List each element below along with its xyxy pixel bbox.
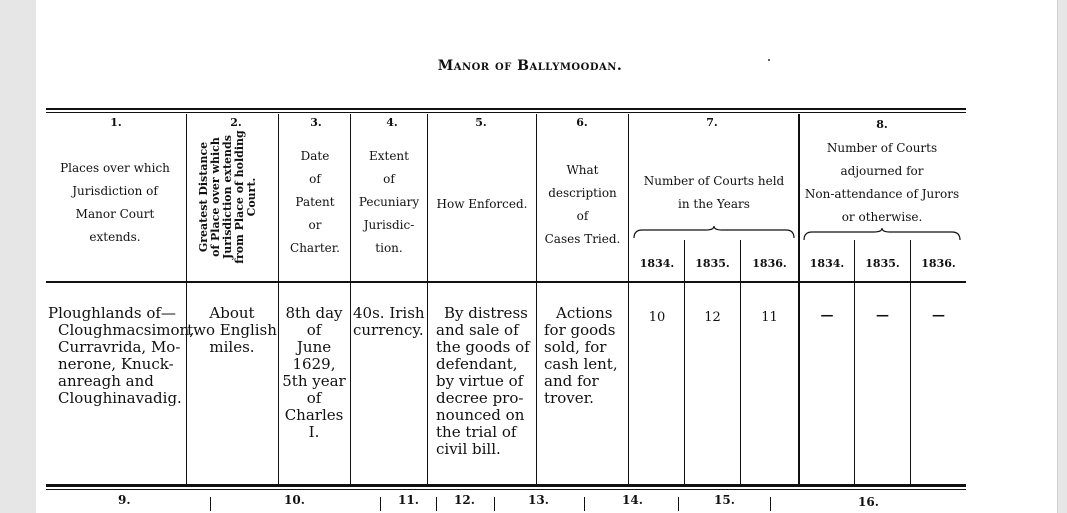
date-line: of bbox=[306, 321, 322, 339]
header-bottom-rule bbox=[46, 281, 966, 283]
footer-tick bbox=[436, 497, 437, 511]
enforced-line: defendant, bbox=[436, 355, 518, 373]
extent-line: 40s. Irish bbox=[353, 304, 425, 322]
places-line: Cloughinavadig. bbox=[58, 389, 182, 407]
enforced-line: nounced on bbox=[436, 406, 525, 424]
col-num-2: 2. bbox=[230, 116, 242, 129]
footer-num-9: 9. bbox=[118, 493, 131, 507]
enforced-line: civil bill. bbox=[436, 440, 501, 458]
footer-num-14: 14. bbox=[622, 493, 643, 507]
col3-line: Patent bbox=[295, 195, 335, 209]
enforced-line: decree pro- bbox=[436, 389, 524, 407]
courts-adjourned-1836: — bbox=[932, 308, 945, 323]
table-top-rule-thin bbox=[46, 112, 966, 113]
year-col7-1835: 1835. bbox=[695, 257, 730, 270]
col3-header bbox=[280, 145, 350, 260]
col4-line: Pecuniary bbox=[358, 195, 420, 209]
col1-line: extends. bbox=[89, 230, 141, 244]
cases-line: trover. bbox=[544, 389, 594, 407]
year-divider-2 bbox=[740, 240, 741, 484]
year-divider-3 bbox=[854, 240, 855, 484]
cell-places bbox=[48, 304, 194, 407]
courts-held-1835: 12 bbox=[704, 310, 721, 325]
col1-header bbox=[46, 157, 184, 249]
col8-header bbox=[800, 137, 964, 229]
col3-line: or bbox=[308, 218, 322, 232]
courts-adjourned-1834: — bbox=[820, 308, 834, 323]
col-divider-4 bbox=[427, 114, 428, 484]
footer-tick bbox=[494, 497, 495, 511]
year-divider-1 bbox=[684, 240, 685, 484]
footer-num-15: 15. bbox=[714, 493, 735, 507]
footer-tick bbox=[678, 497, 679, 511]
footer-tick bbox=[210, 497, 211, 511]
brace-col8 bbox=[802, 228, 964, 242]
distance-line: About bbox=[209, 304, 255, 322]
col4-line: Jurisdic- bbox=[363, 218, 415, 232]
col-num-8: 8. bbox=[876, 118, 888, 131]
document-page bbox=[36, 0, 1058, 513]
page-title: Manor of Ballymoodan. bbox=[437, 58, 623, 74]
col2-line: of Place over which bbox=[209, 137, 222, 257]
col4-line: tion. bbox=[375, 241, 403, 255]
cell-date bbox=[278, 305, 350, 441]
cases-line: sold, for bbox=[544, 338, 607, 356]
distance-line: two English bbox=[187, 321, 277, 339]
date-line: June bbox=[296, 338, 332, 356]
col3-line: Charter. bbox=[290, 241, 340, 255]
scan-speck bbox=[768, 59, 770, 61]
places-line: nerone, Knuck- bbox=[58, 355, 174, 373]
enforced-line: by virtue of bbox=[436, 372, 524, 390]
col-num-5: 5. bbox=[475, 116, 487, 129]
col3-line: of bbox=[309, 172, 321, 186]
year-col8-1835: 1835. bbox=[865, 257, 900, 270]
date-line: of bbox=[306, 389, 322, 407]
col-num-7: 7. bbox=[706, 116, 718, 129]
table-top-rule bbox=[46, 108, 966, 110]
year-col8-1834: 1834. bbox=[809, 257, 845, 270]
col2-line: Greatest Distance bbox=[197, 141, 210, 253]
col6-line: Cases Tried. bbox=[544, 232, 621, 246]
col7-line: Number of Courts held bbox=[643, 174, 785, 188]
footer-num-12: 12. bbox=[454, 493, 475, 507]
col-num-1: 1. bbox=[110, 116, 122, 129]
col4-header bbox=[351, 145, 427, 260]
col8-line: Number of Courts bbox=[826, 141, 938, 155]
date-line: 1629, bbox=[292, 355, 336, 373]
col6-line: What bbox=[566, 163, 599, 177]
col6-line: of bbox=[576, 209, 589, 223]
col-divider-1 bbox=[186, 114, 187, 484]
col8-line: or otherwise. bbox=[841, 210, 923, 224]
courts-held-1834: 10 bbox=[648, 310, 666, 325]
col2-line: Jurisdiction extends bbox=[221, 135, 234, 259]
enforced-line: By distress bbox=[444, 304, 528, 322]
cases-line: cash lent, bbox=[544, 355, 618, 373]
footer-num-10: 10. bbox=[284, 493, 305, 507]
col6-header bbox=[537, 159, 628, 251]
enforced-line: and sale of bbox=[436, 321, 519, 339]
year-col7-1836: 1836. bbox=[752, 257, 787, 270]
year-col7-1834: 1834. bbox=[639, 257, 675, 270]
col2-line: Court. bbox=[245, 177, 258, 217]
col4-line: of bbox=[383, 172, 395, 186]
col-num-4: 4. bbox=[386, 116, 398, 129]
cell-cases bbox=[544, 305, 628, 407]
table-bottom-rule-thin bbox=[46, 489, 966, 490]
col7-line: in the Years bbox=[678, 197, 750, 211]
year-divider-4 bbox=[910, 240, 911, 484]
col1-line: Jurisdiction of bbox=[72, 184, 158, 198]
footer-tick bbox=[770, 497, 771, 511]
col3-line: Date bbox=[300, 149, 330, 163]
date-line: 5th year bbox=[282, 372, 346, 390]
col1-line: Manor Court bbox=[75, 207, 155, 221]
year-col8-1836: 1836. bbox=[921, 257, 956, 270]
footer-num-13: 13. bbox=[528, 493, 549, 507]
table-bottom-rule bbox=[46, 484, 966, 487]
extent-line: currency. bbox=[353, 321, 424, 339]
brace-col7 bbox=[632, 226, 796, 240]
places-line: Ploughlands of— bbox=[48, 304, 176, 322]
footer-tick bbox=[584, 497, 585, 511]
col2-header bbox=[198, 122, 258, 272]
cell-enforced bbox=[436, 305, 532, 458]
col2-line: from Place of holding bbox=[233, 130, 246, 264]
col-num-3: 3. bbox=[310, 116, 322, 129]
col4-line: Extent bbox=[368, 149, 409, 163]
places-line: Curravrida, Mo- bbox=[58, 338, 181, 356]
cell-extent bbox=[353, 305, 427, 339]
footer-num-11: 11. bbox=[398, 493, 419, 507]
col-divider-6 bbox=[628, 114, 629, 484]
courts-held-1836: 11 bbox=[761, 310, 778, 325]
cases-line: Actions bbox=[556, 304, 613, 322]
places-line: anreagh and bbox=[58, 372, 154, 390]
col6-line: description bbox=[548, 186, 617, 200]
courts-adjourned-1835: — bbox=[876, 308, 889, 323]
cell-distance bbox=[186, 305, 278, 356]
date-line: Charles I. bbox=[284, 406, 344, 441]
cases-line: and for bbox=[544, 372, 599, 390]
col5-header: How Enforced. bbox=[436, 197, 528, 211]
cases-line: for goods bbox=[544, 321, 616, 339]
enforced-line: the trial of bbox=[436, 423, 517, 441]
col8-line: Non-attendance of Jurors bbox=[804, 187, 960, 201]
col8-line: adjourned for bbox=[840, 164, 924, 178]
footer-num-16: 16. bbox=[858, 495, 879, 509]
distance-line: miles. bbox=[209, 338, 255, 356]
page-edge bbox=[1057, 0, 1058, 513]
date-line: 8th day bbox=[285, 304, 343, 322]
col-num-6: 6. bbox=[576, 116, 588, 129]
col7-header bbox=[632, 170, 796, 216]
footer-tick bbox=[380, 497, 381, 511]
enforced-line: the goods of bbox=[436, 338, 530, 356]
col1-line: Places over which bbox=[60, 161, 170, 175]
places-line: Cloughmacsimon, bbox=[58, 321, 194, 339]
